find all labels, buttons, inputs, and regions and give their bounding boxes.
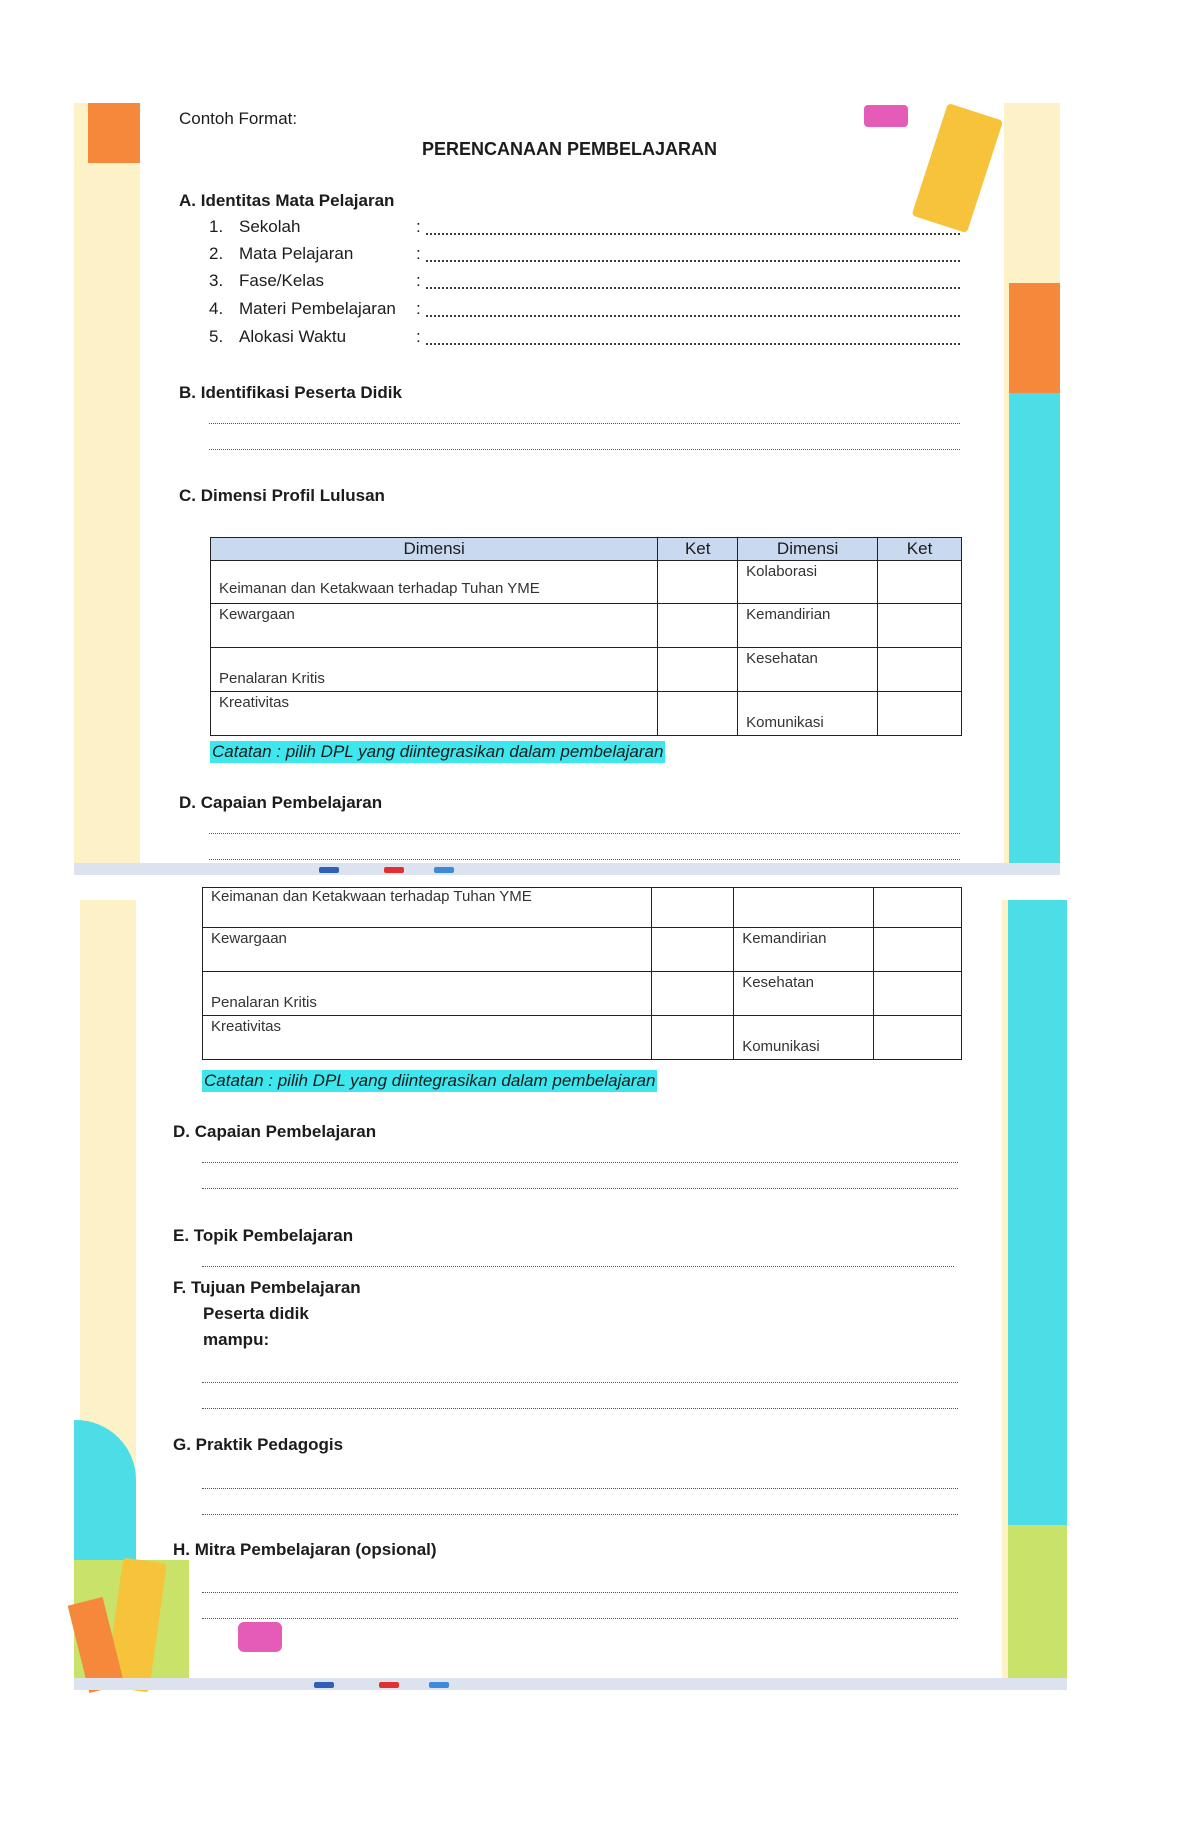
field-line xyxy=(426,260,960,262)
answer-line[interactable] xyxy=(209,449,960,450)
section-b-heading: B. Identifikasi Peserta Didik xyxy=(179,383,402,402)
table-header: Dimensi xyxy=(211,538,658,561)
table-cell-ket[interactable] xyxy=(878,648,962,692)
section-e-heading: E. Topik Pembelajaran xyxy=(173,1226,354,1245)
format-label: Contoh Format: xyxy=(179,109,298,128)
table-cell-ket[interactable] xyxy=(652,972,734,1016)
section-g-heading: G. Praktik Pedagogis xyxy=(173,1435,344,1454)
field-line xyxy=(426,343,960,345)
answer-line[interactable] xyxy=(202,1618,958,1619)
section-d-heading: D. Capaian Pembelajaran xyxy=(173,1122,377,1141)
section-f-heading: F. Tujuan Pembelajaran xyxy=(173,1278,361,1297)
answer-line[interactable] xyxy=(202,1382,958,1383)
table-cell-dimensi xyxy=(734,888,874,928)
table-header: Ket xyxy=(878,538,962,561)
section-f-line2: mampu: xyxy=(203,1330,270,1349)
page-title: PERENCANAAN PEMBELAJARAN xyxy=(422,139,718,159)
ruler-icon xyxy=(912,103,1004,233)
eraser-icon xyxy=(238,1622,282,1652)
answer-line[interactable] xyxy=(202,1592,958,1593)
table-cell-ket[interactable] xyxy=(652,1016,734,1060)
table-cell-dimensi: Kewargaan xyxy=(203,928,652,972)
table-cell-dimensi: Kesehatan xyxy=(738,648,878,692)
section-a-heading: A. Identitas Mata Pelajaran xyxy=(179,191,395,210)
field-line xyxy=(426,315,960,317)
table-cell-ket[interactable] xyxy=(652,888,734,928)
table-header: Dimensi xyxy=(738,538,878,561)
table-cell-dimensi: Penalaran Kritis xyxy=(203,972,652,1016)
left-decor-orange xyxy=(88,103,140,163)
field-materi-pembelajaran[interactable]: 4. Materi Pembelajaran : xyxy=(209,299,960,321)
table-cell-ket[interactable] xyxy=(652,928,734,972)
right-decor-cyan xyxy=(1009,393,1060,875)
section-f-line1: Peserta didik xyxy=(203,1304,309,1323)
right-decor-orange xyxy=(1009,283,1060,393)
table-cell-dimensi: Keimanan dan Ketakwaan terhadap Tuhan YME xyxy=(211,561,658,604)
screenshot-bottom xyxy=(74,888,1067,1690)
table-cell-ket[interactable] xyxy=(878,692,962,736)
taskbar-app-icon[interactable] xyxy=(434,867,454,873)
table-cell-ket[interactable] xyxy=(878,604,962,648)
dpl-table xyxy=(210,537,962,736)
answer-line[interactable] xyxy=(202,1162,958,1163)
taskbar-app-icon[interactable] xyxy=(384,867,404,873)
table-cell-ket[interactable] xyxy=(658,604,738,648)
dpl-note: Catatan : pilih DPL yang diintegrasikan dalam pembelajaran xyxy=(212,742,664,761)
answer-line[interactable] xyxy=(202,1488,958,1489)
answer-line[interactable] xyxy=(209,859,960,860)
table-cell-dimensi: Kemandirian xyxy=(738,604,878,648)
field-line xyxy=(426,287,960,289)
taskbar xyxy=(74,863,1060,875)
right-decor-green xyxy=(1008,1525,1067,1690)
taskbar-app-icon[interactable] xyxy=(379,1682,399,1688)
table-cell-dimensi: Penalaran Kritis xyxy=(211,648,658,692)
field-alokasi-waktu[interactable]: 5. Alokasi Waktu : xyxy=(209,327,960,349)
right-decor-cyan xyxy=(1008,900,1067,1525)
table-cell-ket[interactable] xyxy=(658,648,738,692)
section-d-heading: D. Capaian Pembelajaran xyxy=(179,793,383,812)
table-cell-ket[interactable] xyxy=(658,561,738,604)
answer-line[interactable] xyxy=(209,833,960,834)
left-decor-stripe xyxy=(74,103,140,875)
answer-line[interactable] xyxy=(202,1188,958,1189)
table-cell-dimensi: Kreativitas xyxy=(203,1016,652,1060)
taskbar-app-icon[interactable] xyxy=(314,1682,334,1688)
field-sekolah[interactable]: 1. Sekolah : xyxy=(209,217,960,239)
table-cell-ket[interactable] xyxy=(874,1016,962,1060)
table-cell-ket[interactable] xyxy=(874,972,962,1016)
table-cell-ket[interactable] xyxy=(658,692,738,736)
table-cell-dimensi: Komunikasi xyxy=(738,692,878,736)
taskbar-app-icon[interactable] xyxy=(429,1682,449,1688)
field-fase-kelas[interactable]: 3. Fase/Kelas : xyxy=(209,271,960,293)
table-cell-dimensi: Kemandirian xyxy=(734,928,874,972)
section-h-heading: H. Mitra Pembelajaran (opsional) xyxy=(173,1540,437,1559)
section-c-heading: C. Dimensi Profil Lulusan xyxy=(179,486,385,505)
answer-line[interactable] xyxy=(202,1514,958,1515)
taskbar xyxy=(74,1678,1067,1690)
table-cell-ket[interactable] xyxy=(874,928,962,972)
table-cell-ket[interactable] xyxy=(874,888,962,928)
answer-line[interactable] xyxy=(209,423,960,424)
table-cell-dimensi: Kesehatan xyxy=(734,972,874,1016)
field-mata-pelajaran[interactable]: 2. Mata Pelajaran : xyxy=(209,244,960,266)
dpl-table xyxy=(202,887,962,1060)
table-header: Ket xyxy=(658,538,738,561)
table-cell-dimensi: Kolaborasi xyxy=(738,561,878,604)
answer-line[interactable] xyxy=(202,1408,958,1409)
answer-line[interactable] xyxy=(202,1266,954,1267)
screenshot-top xyxy=(74,103,1060,875)
table-cell-dimensi: Komunikasi xyxy=(734,1016,874,1060)
table-cell-dimensi: Kreativitas xyxy=(211,692,658,736)
eraser-icon xyxy=(864,105,908,127)
table-cell-dimensi: Kewargaan xyxy=(211,604,658,648)
field-line xyxy=(426,233,960,235)
table-cell-ket[interactable] xyxy=(878,561,962,604)
dpl-note: Catatan : pilih DPL yang diintegrasikan dalam pembelajaran xyxy=(204,1071,656,1090)
table-cell-dimensi: Keimanan dan Ketakwaan terhadap Tuhan YME xyxy=(203,888,652,928)
taskbar-app-icon[interactable] xyxy=(319,867,339,873)
